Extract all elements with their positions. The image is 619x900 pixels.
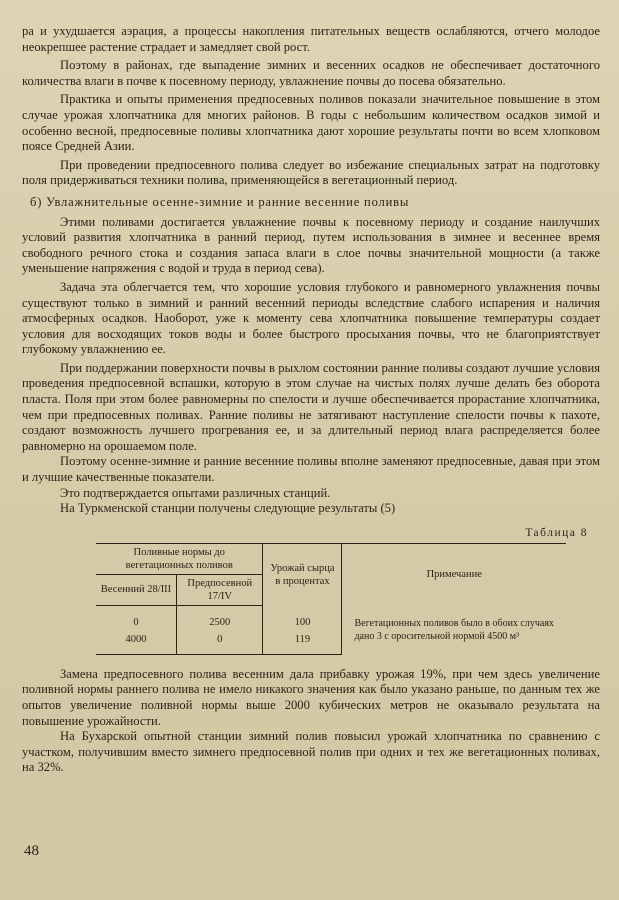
table-cell: 4000 [96, 631, 177, 655]
paragraph: Замена предпосевного полива весенним дала прибавку урожая 19%, при чем здесь увеличение поливной нормы раннего полива не имело никакого значения как было указано раньше, по данным тех же опытов увеличение поливной нормы выше 2000 кубических метров не оказывало результата на повышение урожайности. [22, 666, 600, 728]
paragraph: При поддержании поверхности почвы в рыхлом состоянии ранние поливы создают лучшие условия проведения предпосевной вспашки, которую в этом случае на чистых полях лучше делать без оборота пласта. Поля при этом более равномерны по спелости и лучше обеспечивается прорастание хлопчатника, чем при предпосевных поливах. Ранние поливы не затягивают наступление спелости почвы к пахоте, создают возможность лучшего прогревания ее, и за длительный период влага распределяется более равномерно на орошаемом поле. [22, 360, 600, 453]
table-cell: 0 [177, 631, 263, 655]
table-header-yield: Урожай сырца в процентах [263, 543, 342, 605]
paragraph: На Туркменской станции получены следующие результаты (5) [60, 501, 396, 516]
paragraph: При проведении предпосевного полива следует во избежание специальных затрат на подготовку поля придерживаться техники полива, применяющейся в вегетационный период. [22, 157, 600, 188]
table-header-group: Поливные нормы до вегетационных поливов [96, 543, 263, 574]
table-cell: 0 [133, 616, 139, 628]
paragraph: Этими поливами достигается увлажнение почвы к посевному периоду и создание наилучших условий развития хлопчатника в ранний период, путем использования в зимнее и весеннее время свободного речного стока и создания запаса влаги в слое почвы значительной мощности (а также уменьшение напряжения с водой и труда в период сева). [22, 214, 600, 276]
table-cell: 100 [263, 605, 342, 631]
table-header-note: Примечание [342, 543, 566, 605]
page-number: 48 [24, 843, 39, 859]
paragraph: Поэтому осенне-зимние и ранние весенние поливы вполне заменяют предпосевные, давая при этом и лучшие качественные показатели. [22, 454, 600, 485]
section-heading: б) Увлажнительные осенне-зимние и ранние весенние поливы [30, 194, 410, 209]
table-header-presowing: Предпосевной 17/IV [177, 574, 263, 605]
paragraph: На Бухарской опытной станции зимний полив повысил урожай хлопчатника по сравнению с участком, получившим вместо зимнего предпосевной полив при одних и тех же вегетационных поливах, на 32%. [22, 729, 600, 775]
paragraph: Задача эта облегчается тем, что хорошие условия глубокого и равномерного увлажнения почвы существуют только в зимний и ранний весенний периоды вследствие слабого испарения и наличия атмосферных осадков. Наоборот, уже к моменту сева хлопчатника повышение температуры создает условия для восходящих токов воды и более быстрого просыхания почвы, что не благоприятствует глубокому увлажнению ее. [22, 279, 600, 357]
paragraph: ра и ухудшается аэрация, а процессы накопления питательных веществ ослабляются, отчего молодое неокрепшее растение страдает и замедляет свой рост. [22, 24, 600, 54]
table-caption: Таблица 8 [525, 526, 588, 539]
paragraph: Это подтверждается опытами различных станций. [60, 485, 331, 500]
table-header-spring: Весенний 28/III [96, 574, 177, 605]
table-cell: 119 [263, 631, 342, 655]
paragraph: Практика и опыты применения предпосевных поливов показали значительное повышение в этом случае урожая хлопчатника для многих районов. В годы с небольшим количеством осадков зимой и особенно весной, предпосевные поливы хлопчатника дают хорошие результаты почти во всем хлопковом поясе Средней Азии. [22, 92, 600, 154]
text-column [22, 24, 600, 776]
table-cell: 2500 [177, 605, 263, 631]
paragraph: Поэтому в районах, где выпадение зимних и весенних осадков не обеспечивает достаточного количества влаги в почве к посевному периоду, увлажнение почвы до посева обязательно. [22, 58, 600, 88]
data-table [96, 543, 566, 655]
table-row [96, 605, 566, 631]
table-note: Вегетационных поливов было в обоих случаях дано 3 с оросительной нормой 4500 м³ [342, 605, 566, 654]
